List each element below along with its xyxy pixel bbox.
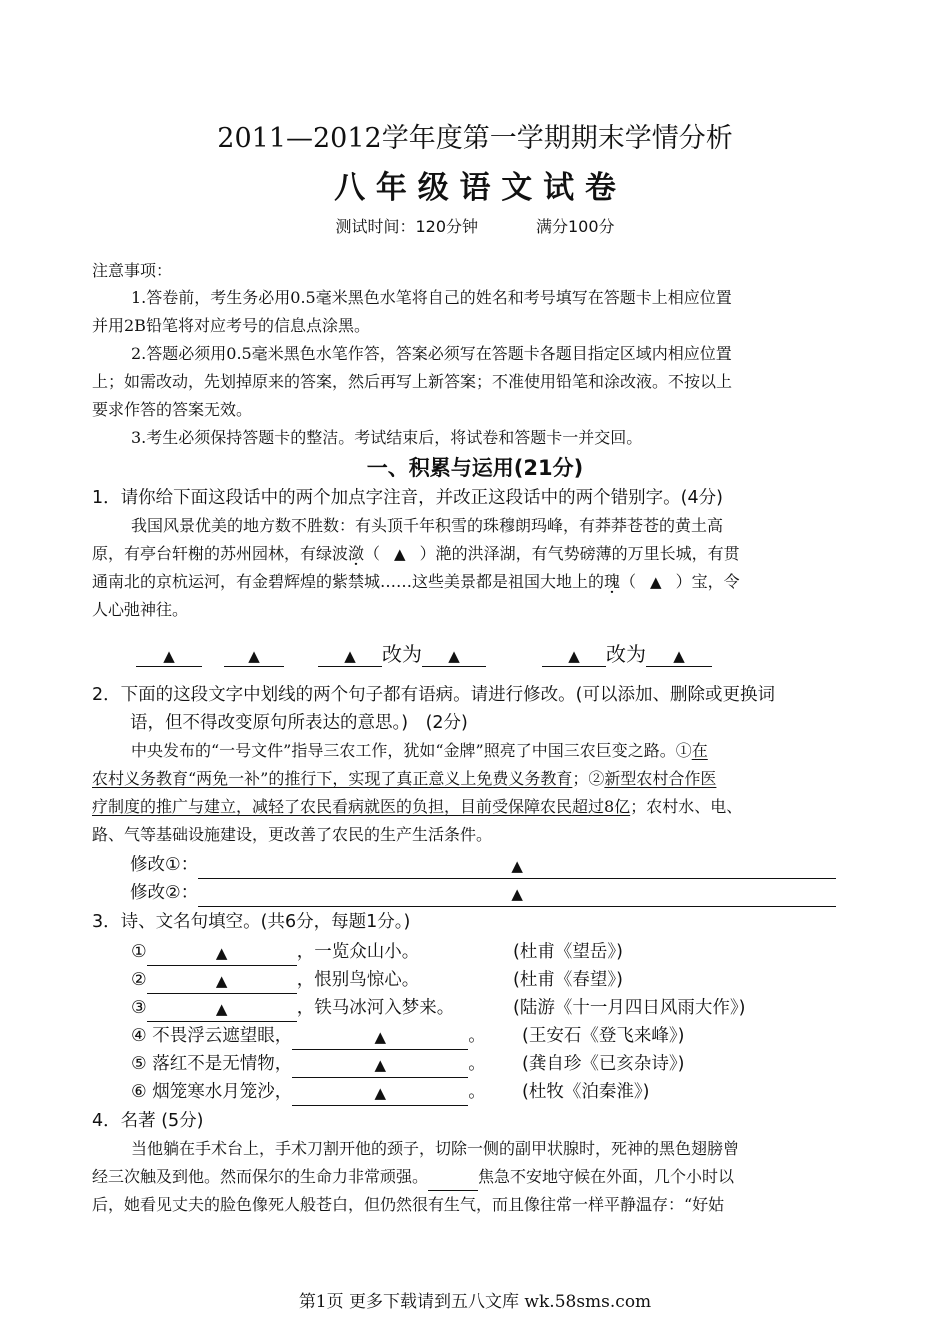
q2-fix1-row	[130, 851, 836, 879]
answer-blank[interactable]: ▲	[224, 642, 284, 667]
q1-passage-line4: 人心弛神往。	[92, 600, 189, 619]
answer-blank[interactable]: ▲	[318, 642, 382, 667]
q3-stem: 3．诗、文名句填空。(共6分，每题1分。)	[92, 912, 411, 932]
poem-source-6: (杜牧《泊秦淮》)	[522, 1082, 650, 1102]
exam-score: 满分100分	[536, 217, 615, 236]
poem-blank[interactable]: ▲	[147, 941, 297, 966]
answer-marker: ▲	[394, 545, 406, 563]
answer-blank[interactable]: ▲	[542, 642, 606, 667]
fix2-blank[interactable]: ▲	[198, 882, 836, 907]
poem-line-5: ⑤ 落红不是无情物， ▲ 。	[131, 1050, 486, 1078]
dotted-char-2: 瑰	[604, 572, 621, 591]
q2-stem-line1: 2．下面的这段文字中划线的两个句子都有语病。请进行修改。(可以添加、删除或更换词	[92, 685, 775, 705]
poem-source-2: (杜甫《春望》)	[513, 970, 623, 990]
change-label: 改为	[606, 642, 646, 666]
q1-answer-row	[136, 638, 712, 666]
poem-line-2: ② ▲ ，恨别鸟惊心。	[131, 966, 419, 994]
poem-source-1: (杜甫《望岳》)	[513, 942, 623, 962]
notice-item2-line3: 要求作答的答案无效。	[92, 400, 253, 419]
notice-item3: 3.考生必须保持答题卡的整洁。考试结束后，将试卷和答题卡一并交回。	[131, 428, 643, 447]
notice-item1-line1: 1.答卷前，考生务必用0.5毫米黑色水笔将自己的姓名和考号填写在答题卡上相应位置	[131, 288, 732, 307]
fix1-blank[interactable]: ▲	[198, 854, 836, 879]
fix2-label: 修改②：	[130, 883, 199, 903]
poem-line-6: ⑥ 烟笼寒水月笼沙， ▲ 。	[131, 1078, 486, 1106]
q4-passage-line2: 经三次触及到他。然而保尔的生命力非常顽强。 焦急不安地守候在外面，几个小时以	[92, 1163, 734, 1191]
notice-item2-line2: 上；如需改动，先划掉原来的答案，然后再写上新答案；不准使用铅笔和涂改液。不按以上	[92, 372, 733, 391]
poem-line-1: ① ▲ ，一览众山小。	[131, 938, 419, 966]
poem-blank[interactable]: ▲	[292, 1025, 468, 1050]
q1-stem: 1．请你给下面这段话中的两个加点字注音，并改正这段话中的两个错别字。(4分)	[92, 488, 723, 508]
notice-item1-line2: 并用2B铅笔将对应考号的信息点涂黑。	[92, 316, 370, 335]
poem-blank[interactable]: ▲	[147, 997, 297, 1022]
q4-stem: 4．名著 (5分)	[92, 1111, 204, 1131]
poem-source-5: (龚自珍《已亥杂诗》)	[522, 1054, 685, 1074]
exam-time: 测试时间：120分钟	[335, 217, 478, 236]
answer-marker: ▲	[650, 573, 662, 591]
answer-blank[interactable]: ▲	[422, 642, 486, 667]
q4-passage-line1: 当他躺在手术台上，手术刀割开他的颈子，切除一侧的副甲状腺时，死神的黑色翅膀曾	[131, 1139, 740, 1158]
q2-passage-line3: 疗制度的推广与建立，减轻了农民看病就医的负担，目前受保障农民超过8亿；农村水、电、	[92, 797, 743, 816]
q1-passage-line2: 原，有亭台轩榭的苏州园林，有绿波潋（ ▲ ）滟的洪泽湖，有气势磅薄的万里长城，有贯	[92, 544, 740, 563]
poem-blank[interactable]: ▲	[292, 1081, 468, 1106]
change-label: 改为	[382, 642, 422, 666]
section-title: 一、积累与运用(21分)	[366, 456, 584, 480]
q1-passage-line3: 通南北的京杭运河，有金碧辉煌的紫禁城……这些美景都是祖国大地上的瑰（ ▲ ）宝，令	[92, 572, 740, 591]
exam-title: 2011—2012学年度第一学期期末学情分析	[217, 123, 733, 154]
answer-blank[interactable]: ▲	[136, 642, 202, 667]
poem-line-3: ③ ▲ ，铁马冰河入梦来。	[131, 994, 454, 1022]
poem-blank[interactable]: ▲	[292, 1053, 468, 1078]
q1-passage-line1: 我国风景优美的地方数不胜数：有头顶千年积雪的珠穆朗玛峰，有莽莽苍苍的黄土高	[131, 516, 724, 535]
notice-heading: 注意事项：	[92, 261, 173, 280]
answer-blank[interactable]: ▲	[646, 642, 712, 667]
q2-fix2-row	[130, 879, 836, 907]
fix1-label: 修改①：	[130, 855, 199, 875]
q2-passage-line2: 农村义务教育“两免一补”的推行下，实现了真正意义上免费义务教育；②新型农村合作医	[92, 769, 717, 788]
q4-passage-line3: 后，她看见丈夫的脸色像死人般苍白，但仍然很有生气，而且像往常一样平静温存：“好姑	[92, 1195, 725, 1214]
poem-line-4: ④ 不畏浮云遮望眼， ▲ 。	[131, 1022, 486, 1050]
exam-subtitle: 八 年 级 语 文 试 卷	[334, 170, 616, 206]
poem-source-4: (王安石《登飞来峰》)	[522, 1026, 685, 1046]
exam-meta	[0, 214, 950, 237]
q2-passage-line4: 路、气等基础设施建设，更改善了农民的生产生活条件。	[92, 825, 493, 844]
poem-blank[interactable]: ▲	[147, 969, 297, 994]
q2-stem-line2: 语，但不得改变原句所表达的意思。) (2分)	[130, 713, 468, 733]
dotted-char-1: 潋	[348, 544, 365, 563]
q4-blank[interactable]	[428, 1166, 478, 1191]
notice-item2-line1: 2.答题必须用0.5毫米黑色水笔作答，答案必须写在答题卡各题目指定区域内相应位置	[131, 344, 732, 363]
poem-source-3: (陆游《十一月四日风雨大作》)	[513, 998, 746, 1018]
page-footer: 第1页 更多下载请到五八文库 wk.58sms.com	[298, 1292, 652, 1312]
q2-passage-line1: 中央发布的“一号文件”指导三农工作，犹如“金牌”照亮了中国三农巨变之路。①在	[131, 741, 708, 760]
